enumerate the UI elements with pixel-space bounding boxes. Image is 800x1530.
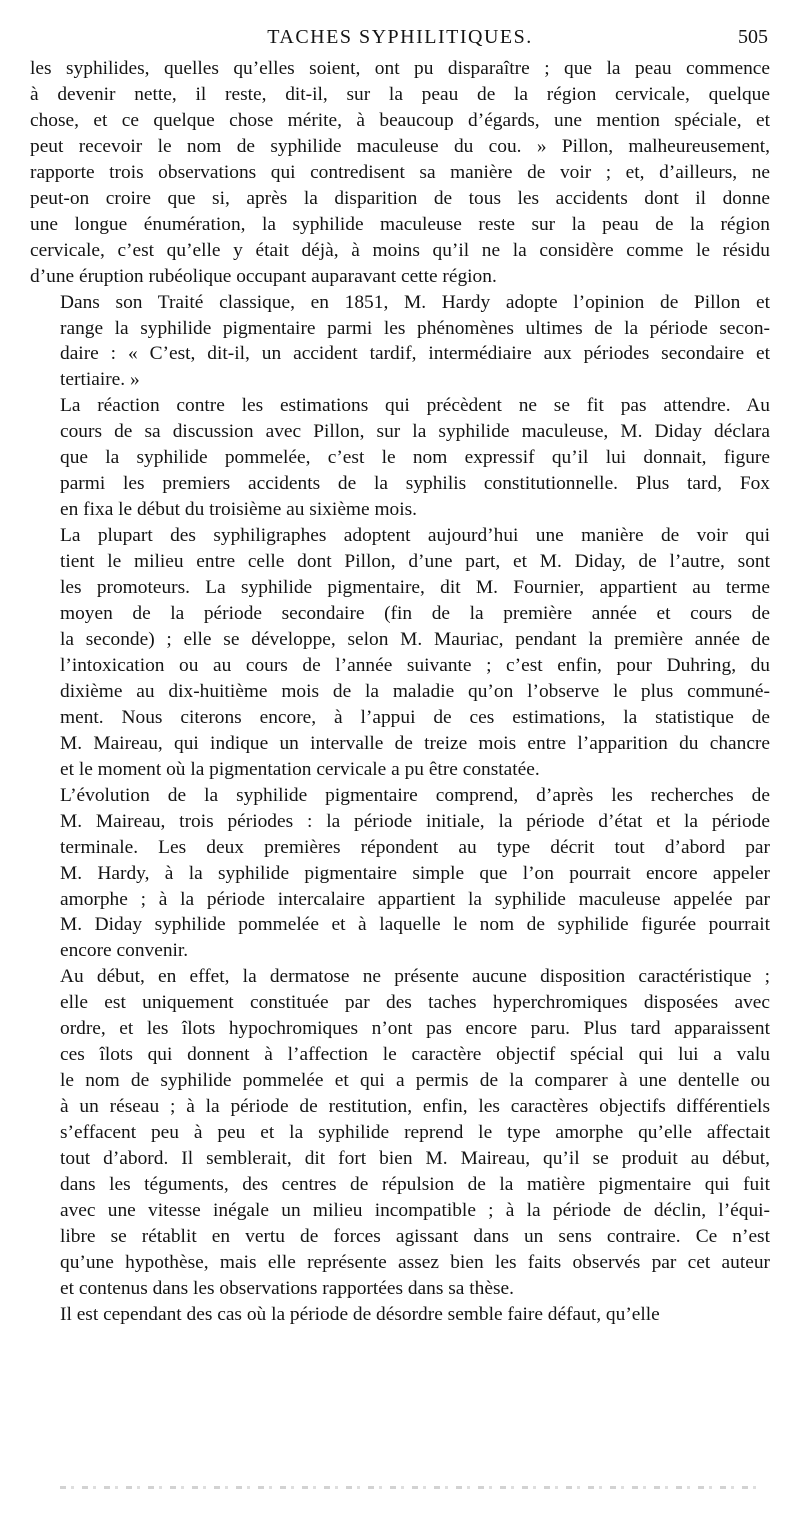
paragraph-4 <box>30 523 770 783</box>
text-line: ment. Nous citerons encore, à l’appui de ces estimations, la statistique de <box>60 706 770 728</box>
text-line: tertiaire. » <box>60 369 140 391</box>
text-line: Dans son Traité classique, en 1851, M. Hardy adopte l’opinion de Pillon et <box>60 291 770 313</box>
text-line: tout d’abord. Il semblerait, dit fort bien M. Maireau, qu’il se produit au début, <box>60 1148 770 1170</box>
book-page <box>30 26 770 1328</box>
text-line: qu’une hypothèse, mais elle représente assez bien les faits observés par cet auteur <box>60 1251 770 1273</box>
text-line: range la syphilide pigmentaire parmi les phénomènes ultimes de la période secon- <box>60 317 770 339</box>
paragraph-2 <box>30 290 770 394</box>
text-line: cervicale, c’est qu’elle y était déjà, à moins qu’il ne la considère comme le résidu <box>30 239 770 261</box>
text-line: M. Hardy, à la syphilide pigmentaire simple que l’on pourrait encore appeler <box>60 862 770 884</box>
paragraph-6 <box>30 964 770 1301</box>
text-line: peut-on croire que si, après la disparition de tous les accidents dont il donne <box>30 187 770 209</box>
text-line: dans les téguments, des centres de répulsion de la matière pigmentaire qui fuit <box>60 1173 770 1195</box>
text-line: à devenir nette, il reste, dit-il, sur la peau de la région cervicale, quelque <box>30 83 770 105</box>
text-line: chose, et ce quelque chose mérite, à beaucoup d’égards, une mention spéciale, et <box>30 109 770 131</box>
text-line: encore convenir. <box>60 940 189 962</box>
text-line: et le moment où la pigmentation cervicale a pu être constatée. <box>60 758 540 780</box>
text-line: le nom de syphilide pommelée et qui a permis de la comparer à une dentelle ou <box>60 1070 770 1092</box>
text-line: les syphilides, quelles qu’elles soient, ont pu disparaître ; que la peau commence <box>30 58 770 79</box>
text-line: ces îlots qui donnent à l’affection le caractère objectif spécial qui lui a valu <box>60 1044 770 1066</box>
paragraph-1 <box>30 56 770 290</box>
text-line: La réaction contre les estimations qui précèdent ne se fit pas attendre. Au <box>60 395 770 417</box>
text-line: daire : « C’est, dit-il, un accident tardif, intermédiaire aux périodes secondaire et <box>60 343 770 365</box>
text-line: terminale. Les deux premières répondent au type décrit tout d’abord par <box>60 836 770 858</box>
text-line: moyen de la période secondaire (fin de la première année et cours de <box>60 603 770 625</box>
paragraph-3 <box>30 393 770 523</box>
text-line: elle est uniquement constituée par des taches hyperchromiques disposées avec <box>60 992 770 1014</box>
text-line: amorphe ; à la période intercalaire appartient la syphilide maculeuse appelée par <box>60 888 770 910</box>
text-line: M. Diday syphilide pommelée et à laquelle le nom de syphilide figurée pourrait <box>60 914 770 936</box>
text-line: et contenus dans les observations rapportées dans sa thèse. <box>60 1277 514 1299</box>
paragraph-5 <box>30 783 770 965</box>
text-line: la seconde) ; elle se développe, selon M. Mauriac, pendant la première année de <box>60 628 770 650</box>
text-line: M. Maireau, qui indique un intervalle de treize mois entre l’apparition du chancre <box>60 732 770 754</box>
text-line: ordre, et les îlots hypochromiques n’ont pas encore paru. Plus tard apparaissent <box>60 1018 770 1040</box>
text-line: parmi les premiers accidents de la syphilis constitutionnelle. Plus tard, Fox <box>60 473 770 495</box>
text-line: L’évolution de la syphilide pigmentaire comprend, d’après les recherches de <box>60 784 770 806</box>
text-line: avec une vitesse inégale un milieu incompatible ; à la période de déclin, l’équi- <box>60 1199 770 1221</box>
text-line: rapporte trois observations qui contredisent sa manière de voir ; et, d’ailleurs, ne <box>30 161 770 183</box>
text-line: M. Maireau, trois périodes : la période initiale, la période d’état et la période <box>60 810 770 832</box>
paragraph-7 <box>30 1302 770 1328</box>
text-line: peut recevoir le nom de syphilide maculeuse du cou. » Pillon, malheureusement, <box>30 135 770 157</box>
text-line: l’intoxication ou au cours de l’année suivante ; c’est enfin, pour Duhring, du <box>60 654 770 676</box>
running-header <box>30 26 770 56</box>
scan-artifact-line <box>60 1486 760 1489</box>
body-text <box>30 56 770 1328</box>
text-line: dixième au dix-huitième mois de la maladie qu’on l’observe le plus communé- <box>60 680 770 702</box>
text-line: une longue énumération, la syphilide maculeuse reste sur la peau de la région <box>30 213 770 235</box>
text-line: Il est cependant des cas où la période de désordre semble faire défaut, qu’elle <box>60 1303 660 1325</box>
text-line: libre se rétablit en vertu de forces agissant dans un sens contraire. Ce n’est <box>60 1225 770 1247</box>
text-line: Au début, en effet, la dermatose ne présente aucune disposition caractéristique ; <box>60 966 770 988</box>
text-line: cours de sa discussion avec Pillon, sur la syphilide maculeuse, M. Diday déclara <box>60 421 770 443</box>
text-line: les promoteurs. La syphilide pigmentaire, dit M. Fournier, appartient au terme <box>60 577 770 599</box>
text-line: d’une éruption rubéolique occupant auparavant cette région. <box>30 265 497 287</box>
text-line: à un réseau ; à la période de restitution, enfin, les caractères objectifs différentiels <box>60 1096 770 1118</box>
text-line: tient le milieu entre celle dont Pillon, d’une part, et M. Diday, de l’autre, sont <box>60 551 770 573</box>
text-line: La plupart des syphiligraphes adoptent aujourd’hui une manière de voir qui <box>60 525 770 547</box>
page-number: 505 <box>738 26 768 48</box>
text-line: s’effacent peu à peu et la syphilide reprend le type amorphe qu’elle affectait <box>60 1122 770 1144</box>
text-line: que la syphilide pommelée, c’est le nom expressif qu’il lui donnait, figure <box>60 447 770 469</box>
running-title: TACHES SYPHILITIQUES. <box>267 26 533 48</box>
text-line: en fixa le début du troisième au sixième mois. <box>60 499 418 521</box>
